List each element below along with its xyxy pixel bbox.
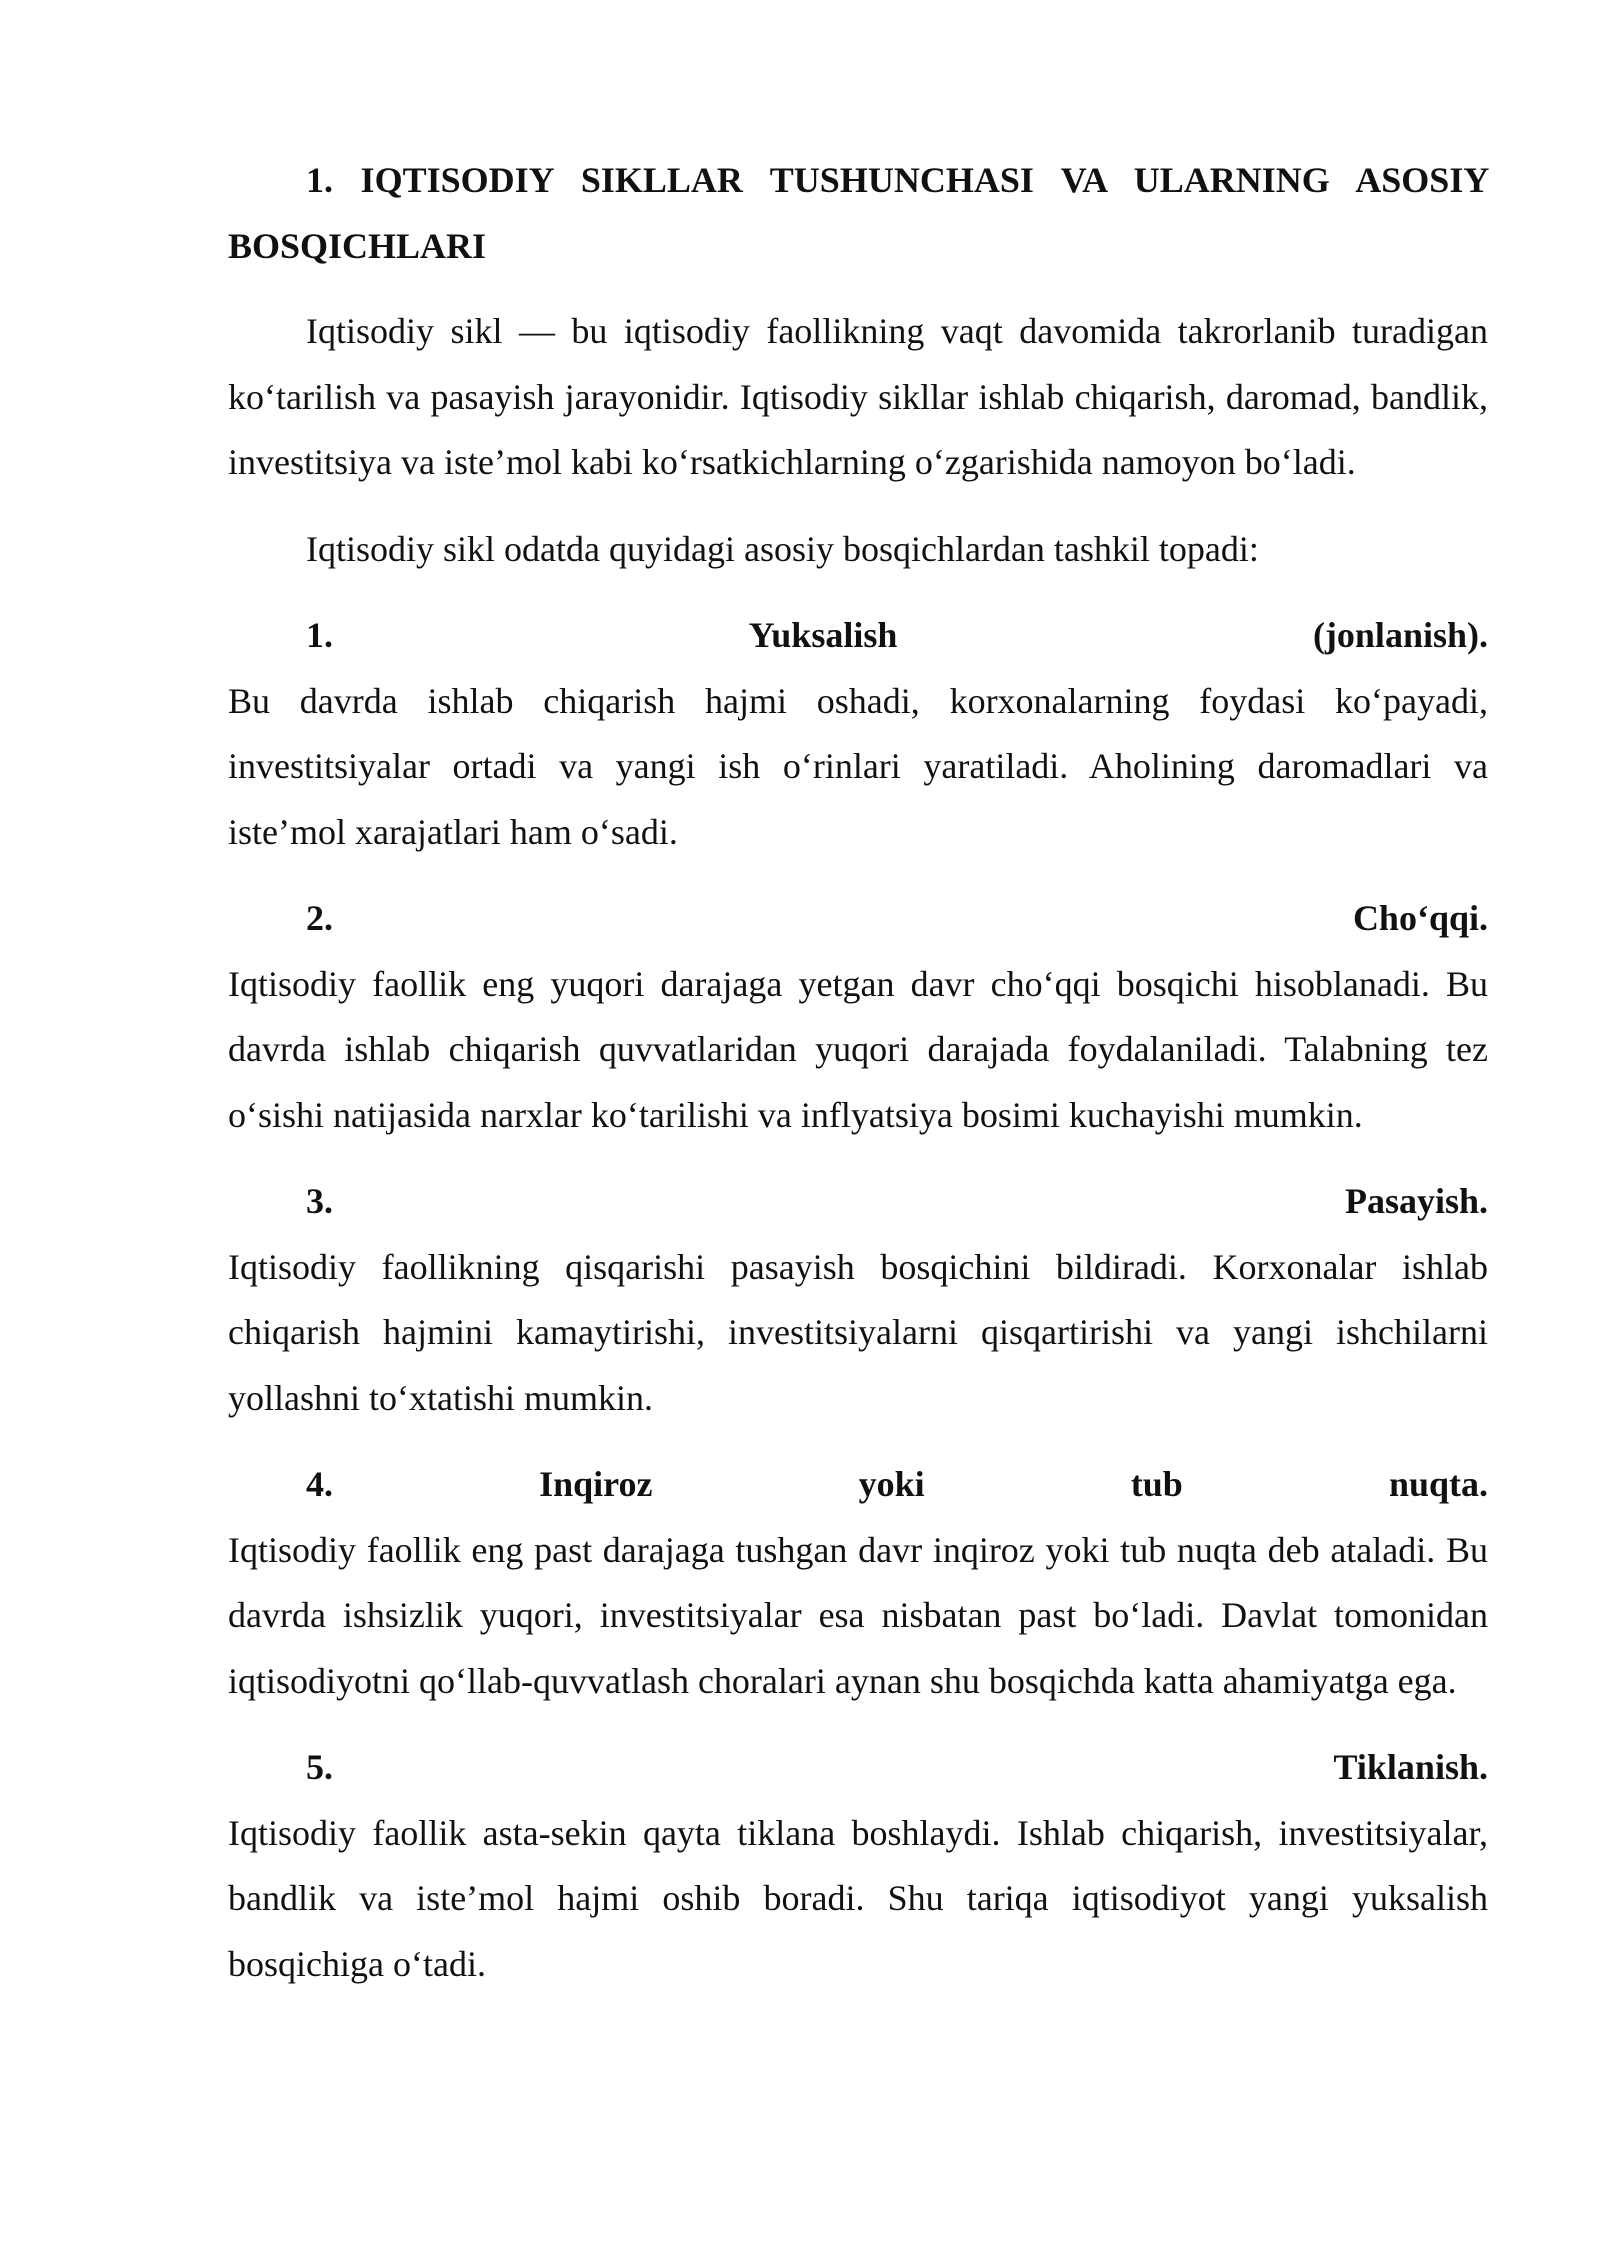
- stage-title-word: 3.: [306, 1181, 333, 1221]
- stage-title-word: 4.: [306, 1464, 333, 1504]
- stage-title-word: Tiklanish.: [1333, 1747, 1488, 1787]
- stage-4-title: [306, 1452, 1488, 1518]
- stage-5-body: Iqtisodiy faollik asta-sekin qayta tiklana boshlaydi. Ishlab chiqarish, investitsiyalar, bandlik va iste’mol hajmi oshib boradi. Shu tariqa iqtisodiyot yangi yuksalish bosqichiga o‘tadi.: [228, 1812, 1488, 1984]
- stage-title-word: yoki: [858, 1464, 925, 1504]
- section-heading-line2: BOSQICHLARI: [228, 225, 487, 266]
- stage-4-body: Iqtisodiy faollik eng past darajaga tushgan davr inqiroz yoki tub nuqta deb ataladi. Bu davrda ishsizlik yuqori, investitsiyalar esa nisbatan past bo‘ladi. Davlat tomonidan iqtisodiyotni qo‘llab-quvvatlash choralari aynan shu bosqichda katta ahamiyatga ega.: [228, 1529, 1488, 1701]
- section-heading: [228, 148, 1488, 279]
- stage-3: [228, 1169, 1488, 1431]
- stage-5-title: [306, 1735, 1488, 1801]
- stage-1-title: [306, 603, 1488, 669]
- stage-4: [228, 1452, 1488, 1714]
- stage-title-word: Inqiroz: [539, 1464, 653, 1504]
- stage-1: [228, 603, 1488, 865]
- intro-lead-paragraph: Iqtisodiy sikl odatda quyidagi asosiy bosqichlardan tashkil topadi:: [306, 528, 1259, 569]
- document-page: [228, 148, 1488, 2018]
- stage-3-title: [306, 1169, 1488, 1235]
- stage-title-word: nuqta.: [1388, 1464, 1488, 1504]
- stage-title-word: (jonlanish).: [1312, 615, 1488, 655]
- stage-title-word: Cho‘qqi.: [1352, 898, 1488, 938]
- stage-title-word: Pasayish.: [1344, 1181, 1488, 1221]
- stage-2-body: Iqtisodiy faollik eng yuqori darajaga yetgan davr cho‘qqi bosqichi hisoblanadi. Bu davrda ishlab chiqarish quvvatlaridan yuqori darajada foydalaniladi. Talabning tez o‘sishi natijasida narxlar ko‘tarilishi va inflyatsiya bosimi kuchayishi mumkin.: [228, 963, 1488, 1135]
- stage-1-body: Bu davrda ishlab chiqarish hajmi oshadi, korxonalarning foydasi ko‘payadi, investitsiyalar ortadi va yangi ish o‘rinlari yaratiladi. Aholining daromadlari va iste’mol xarajatlari ham o‘sadi.: [228, 680, 1488, 852]
- stage-2: [228, 886, 1488, 1148]
- intro-paragraph: Iqtisodiy sikl — bu iqtisodiy faollikning vaqt davomida takrorlanib turadigan ko‘tarilish va pasayish jarayonidir. Iqtisodiy sikllar ishlab chiqarish, daromad, bandlik, investitsiya va iste’mol kabi ko‘rsatkichlarning o‘zgarishida namoyon bo‘ladi.: [228, 311, 1488, 482]
- stage-2-title: [306, 886, 1488, 952]
- stage-title-word: 5.: [306, 1747, 333, 1787]
- stage-title-word: tub: [1130, 1464, 1183, 1504]
- stage-3-body: Iqtisodiy faollikning qisqarishi pasayish bosqichini bildiradi. Korxonalar ishlab chiqarish hajmini kamaytirishi, investitsiyalarni qisqartirishi va yangi ishchilarni yollashni to‘xtatishi mumkin.: [228, 1246, 1488, 1418]
- section-heading-line1: 1. IQTISODIY SIKLLAR TUSHUNCHASI VA ULARNING ASOSIY: [306, 160, 1488, 200]
- stage-title-word: 1.: [306, 615, 333, 655]
- stage-5: [228, 1735, 1488, 1997]
- stage-title-word: 2.: [306, 898, 333, 938]
- stage-title-word: Yuksalish: [748, 615, 898, 655]
